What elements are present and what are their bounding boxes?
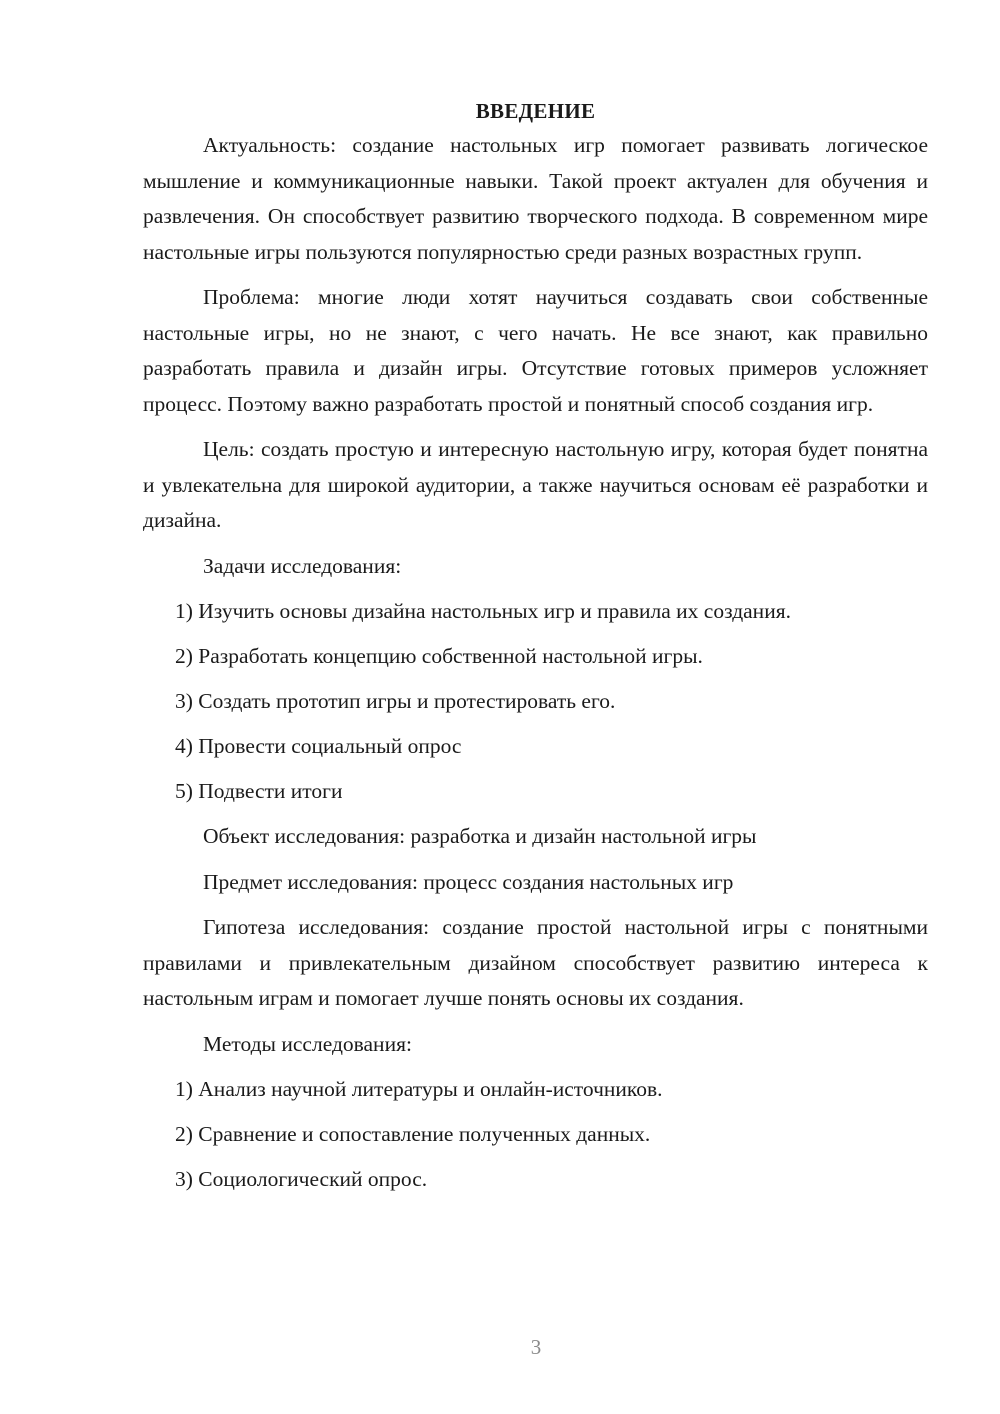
list-item: 3) Создать прототип игры и протестировать его. (175, 689, 616, 713)
list-item: 1) Анализ научной литературы и онлайн-источников. (175, 1077, 663, 1101)
methods-heading: Методы исследования: (203, 1031, 412, 1056)
document-page (143, 96, 928, 1207)
page-title: ВВЕДЕНИЕ (475, 99, 596, 123)
goal-paragraph: Цель: создать простую и интересную настольную игру, которая будет понятна и увлекательна для широкой аудитории, а также научиться основам её разработки и дизайна. (143, 437, 928, 532)
relevance-paragraph: Актуальность: создание настольных игр помогает развивать логическое мышление и коммуникационные навыки. Такой проект актуален для обучения и развлечения. Он способствует развитию творческого подхода. В современном мире настольные игры пользуются популярностью среди разных возрастных групп. (143, 133, 928, 264)
object-paragraph: Объект исследования: разработка и дизайн настольной игры (203, 824, 757, 848)
list-item: 2) Сравнение и сопоставление полученных данных. (175, 1122, 651, 1146)
hypothesis-paragraph: Гипотеза исследования: создание простой настольной игры с понятными правилами и привлекательным дизайном способствует развитию интереса к настольным играм и помогает лучше понять основы их создания. (143, 915, 928, 1010)
methods-list (143, 1072, 928, 1198)
page-number: 3 (530, 1335, 542, 1359)
tasks-list (143, 594, 928, 810)
tasks-heading: Задачи исследования: (203, 553, 402, 578)
list-item: 1) Изучить основы дизайна настольных игр и правила их создания. (175, 599, 791, 623)
problem-paragraph: Проблема: многие люди хотят научиться создавать свои собственные настольные игры, но не знают, с чего начать. Не все знают, как правильно разработать правила и дизайн игры. Отсутствие готовых примеров усложняет процесс. Поэтому важно разработать простой и понятный способ создания игр. (143, 285, 928, 416)
list-item: 3) Социологический опрос. (175, 1167, 428, 1191)
subject-paragraph: Предмет исследования: процесс создания настольных игр (203, 869, 734, 894)
list-item: 2) Разработать концепцию собственной настольной игры. (175, 644, 703, 668)
list-item: 4) Провести социальный опрос (175, 734, 462, 758)
list-item: 5) Подвести итоги (175, 779, 343, 803)
